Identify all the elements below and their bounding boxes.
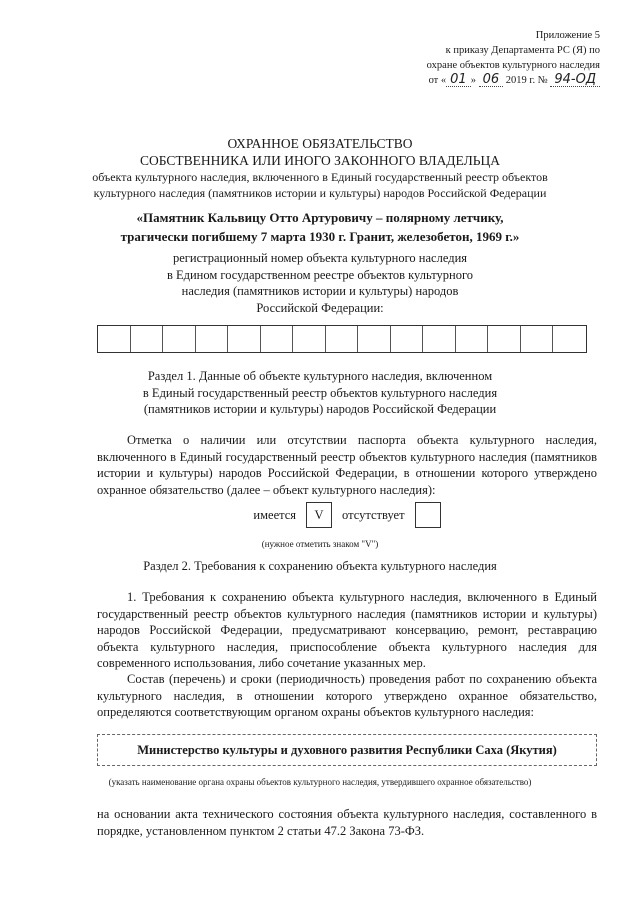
- monument-line-2: трагически погибшему 7 марта 1930 г. Гранит, железобетон, 1969 г.»: [120, 229, 520, 244]
- registration-line-1: регистрационный номер объекта культурного наследия: [172, 251, 468, 265]
- subtitle-line-2: культурного наследия (памятников истории и культуры) народов Российской Федерации: [93, 186, 547, 200]
- no-passport-label: отсутствует: [342, 507, 405, 522]
- registration-digit-cell[interactable]: [358, 326, 391, 352]
- ministry-name: Министерство культуры и духовного развития Республики Саха (Якутия): [137, 742, 557, 757]
- registration-digit-cell[interactable]: [521, 326, 554, 352]
- registration-digit-cell[interactable]: [131, 326, 164, 352]
- registration-digit-cell[interactable]: [98, 326, 131, 352]
- section-1-line-2: в Единый государственный реестр объектов культурного наследия: [142, 385, 498, 400]
- monument-line-1: «Памятник Кальвицу Отто Артуровичу – полярному летчику,: [136, 210, 504, 225]
- has-passport-label: имеется: [253, 507, 297, 522]
- year-text: 2019 г. №: [505, 75, 548, 86]
- appendix-line-2: к приказу Департамента РС (Я) по: [445, 45, 600, 56]
- registration-digit-cell[interactable]: [553, 326, 586, 352]
- title-line-2: СОБСТВЕННИКА ИЛИ ИНОГО ЗАКОННОГО ВЛАДЕЛЬЦА: [139, 153, 500, 168]
- appendix-line-1: Приложение 5: [535, 30, 600, 41]
- has-passport-checkbox[interactable]: V: [306, 502, 332, 528]
- registration-digit-cell[interactable]: [196, 326, 229, 352]
- handwritten-day: 01: [446, 74, 471, 87]
- ministry-name-field[interactable]: [97, 734, 597, 766]
- registration-digit-cell[interactable]: [261, 326, 294, 352]
- registration-label: [60, 250, 580, 316]
- monument-name: [60, 208, 580, 246]
- appendix-line-3: охране объектов культурного наследия: [426, 60, 600, 71]
- registration-digit-cell[interactable]: [326, 326, 359, 352]
- composition-paragraph: Состав (перечень) и сроки (периодичность) проведения работ по сохранению объекта культурного наследия, в отношении которого утверждено охранное обязательство, определяются соответствующим органом охраны объектов культурного наследия:: [97, 672, 597, 719]
- registration-digit-cell[interactable]: [163, 326, 196, 352]
- section-1-heading: [60, 368, 580, 418]
- no-passport-checkbox[interactable]: [415, 502, 441, 528]
- registration-line-3: наследия (памятников истории и культуры) народов: [181, 284, 459, 298]
- document-subtitle: [60, 169, 580, 201]
- requirements-paragraph: 1. Требования к сохранению объекта культурного наследия, включенного в Единый государственный реестр объектов культурного наследия (памятников истории и культуры) народов Российской Федерации, предусматривают консервацию, ремонт, реставрацию объекта культурного наследия, приспособление объекта культурного наследия для современного использования, либо сочетание указанных мер.: [97, 590, 597, 670]
- registration-digit-cell[interactable]: [293, 326, 326, 352]
- handwritten-month: 06: [479, 74, 504, 87]
- checkbox-hint: (нужное отметить знаком "V"): [261, 539, 379, 549]
- registration-line-2: в Едином государственном реестре объектов культурного: [166, 267, 474, 282]
- date-prefix: от «: [428, 75, 447, 86]
- registration-digit-cell[interactable]: [228, 326, 261, 352]
- ministry-hint: (указать наименование органа охраны объектов культурного наследия, утвердившего охранное обязательство): [108, 777, 532, 787]
- section-1-line-1: Раздел 1. Данные об объекте культурного наследия, включенном: [147, 369, 493, 383]
- title-line-1: ОХРАННОЕ ОБЯЗАТЕЛЬСТВО: [227, 136, 413, 151]
- appendix-date-line: [340, 73, 600, 88]
- handwritten-number: 94-ОД: [550, 74, 600, 87]
- section-1-line-3: (памятников истории и культуры) народов Российской Федерации: [143, 402, 497, 416]
- registration-number-grid[interactable]: [97, 325, 587, 353]
- registration-digit-cell[interactable]: [391, 326, 424, 352]
- registration-digit-cell[interactable]: [488, 326, 521, 352]
- section-2-heading: Раздел 2. Требования к сохранению объекта культурного наследия: [143, 559, 497, 573]
- document-title: [60, 135, 580, 169]
- appendix-header: [340, 28, 600, 88]
- subtitle-line-1: объекта культурного наследия, включенного в Единый государственный реестр объектов: [92, 170, 548, 184]
- registration-digit-cell[interactable]: [456, 326, 489, 352]
- registration-line-4: Российской Федерации:: [256, 300, 384, 315]
- passport-paragraph: Отметка о наличии или отсутствии паспорта объекта культурного наследия, включенного в Единый государственный реестр объектов культурного наследия (памятников истории и культуры) народов Российской Федерации, в отношении которого утверждено охранное обязательство (далее – объект культурного наследия):: [97, 433, 597, 497]
- basis-paragraph: на основании акта технического состояния объекта культурного наследия, составленного в порядке, установленном пунктом 2 статьи 47.2 Закона 73-ФЗ.: [97, 807, 597, 838]
- passport-checkbox-row: [97, 500, 597, 530]
- date-mid: »: [470, 75, 476, 86]
- registration-digit-cell[interactable]: [423, 326, 456, 352]
